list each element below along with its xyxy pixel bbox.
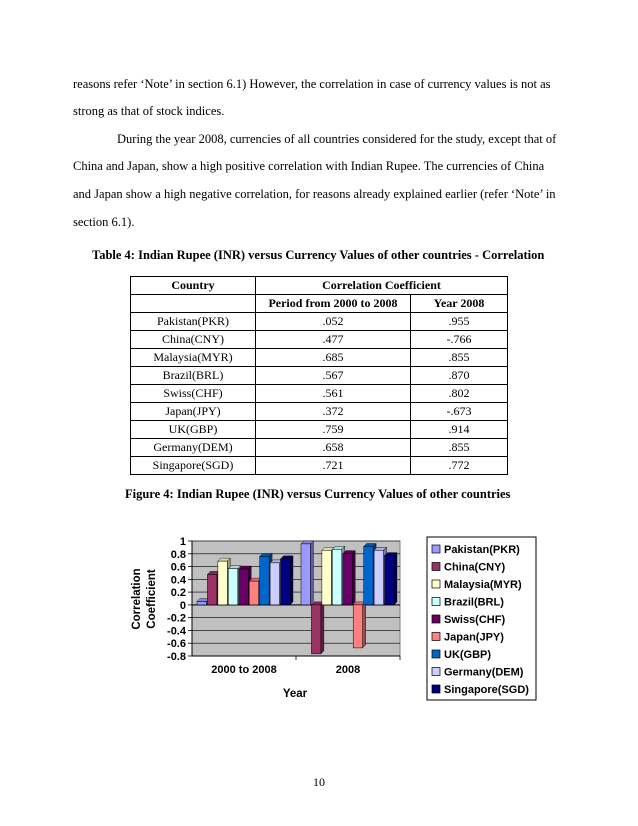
header-country: Country — [131, 277, 256, 295]
y-tick-label: -0.6 — [167, 638, 186, 651]
legend-label: Brazil(BRL) — [444, 596, 504, 609]
bar — [353, 605, 362, 648]
cell-country: UK(GBP) — [131, 421, 256, 439]
cell-period: .658 — [256, 439, 411, 457]
legend-swatch — [432, 633, 440, 641]
bar — [249, 581, 258, 605]
cell-country: Singapore(SGD) — [131, 457, 256, 475]
cell-country: China(CNY) — [131, 331, 256, 349]
legend-label: UK(GBP) — [444, 649, 492, 661]
bar-side — [310, 541, 313, 605]
cell-period: .685 — [256, 349, 411, 367]
cell-period: .567 — [256, 367, 411, 385]
cell-year: .855 — [411, 349, 508, 367]
bar-side — [352, 551, 355, 605]
y-tick-label: -0.4 — [167, 625, 186, 638]
table-caption: Table 4: Indian Rupee (INR) versus Currency Values of other countries - Correlation — [92, 248, 545, 262]
legend-label: China(CNY) — [444, 561, 506, 574]
bar — [332, 549, 341, 605]
legend-label: Singapore(SGD) — [444, 684, 529, 696]
legend-label: Japan(JPY) — [444, 631, 504, 644]
bar-side — [321, 602, 324, 654]
bar — [260, 556, 269, 604]
cell-year: .802 — [411, 385, 508, 403]
legend-swatch — [432, 668, 440, 676]
cell-year: .772 — [411, 457, 508, 475]
legend-swatch — [432, 580, 440, 588]
bar — [364, 546, 373, 604]
bar — [311, 605, 320, 654]
bar — [385, 556, 394, 605]
cell-period: .759 — [256, 421, 411, 439]
header-correlation-coefficient: Correlation Coefficient — [256, 277, 508, 295]
page-number: 10 — [313, 775, 325, 789]
figure-caption: Figure 4: Indian Rupee (INR) versus Currency Values of other countries — [125, 487, 511, 501]
bar — [343, 554, 352, 605]
bar — [207, 574, 216, 604]
cell-country: Swiss(CHF) — [131, 385, 256, 403]
cell-year: .914 — [411, 421, 508, 439]
paragraph-line: strong as that of stock indices. — [73, 104, 225, 118]
y-tick-label: 0.4 — [170, 574, 186, 587]
legend-label: Germany(DEM) — [444, 666, 524, 679]
paragraph-line: section 6.1). — [73, 215, 135, 229]
cell-year: .855 — [411, 439, 508, 457]
bar — [270, 563, 279, 605]
cell-period: .477 — [256, 331, 411, 349]
bar-side — [394, 553, 397, 605]
bar — [301, 544, 310, 605]
bar — [228, 569, 237, 605]
y-tick-label: -0.2 — [167, 612, 186, 625]
y-axis-title: Coefficient — [146, 569, 158, 629]
cell-period: .372 — [256, 403, 411, 421]
x-axis-title: Year — [282, 688, 308, 700]
y-tick-label: 0.6 — [170, 561, 186, 574]
bar — [218, 561, 227, 605]
bar — [374, 550, 383, 605]
legend-swatch — [432, 685, 440, 693]
bar-side — [290, 556, 293, 605]
y-tick-label: 1 — [179, 536, 186, 548]
y-tick-label: 0.8 — [170, 548, 186, 561]
legend-swatch — [432, 598, 440, 606]
y-tick-label: -0.8 — [167, 651, 186, 663]
paragraph-line: reasons refer ‘Note’ in section 6.1) However, the correlation in case of currency values is not as — [73, 77, 551, 91]
paragraph-line: China and Japan, show a high positive correlation with Indian Rupee. The currencies of China — [73, 159, 545, 173]
cell-period: .721 — [256, 457, 411, 475]
legend-label: Swiss(CHF) — [444, 614, 506, 626]
cell-country: Pakistan(PKR) — [131, 313, 256, 331]
cell-year: .955 — [411, 313, 508, 331]
cell-period: .561 — [256, 385, 411, 403]
cell-country: Germany(DEM) — [131, 439, 256, 457]
y-tick-label: 0 — [179, 599, 186, 612]
legend-swatch — [432, 563, 440, 571]
legend-swatch — [432, 615, 440, 623]
header-year: Year 2008 — [411, 295, 508, 313]
paragraph-line: During the year 2008, currencies of all countries considered for the study, except that of — [117, 132, 557, 146]
y-tick-label: 0.2 — [170, 587, 186, 600]
cell-country: Brazil(BRL) — [131, 367, 256, 385]
legend-swatch — [432, 650, 440, 658]
cell-period: .052 — [256, 313, 411, 331]
cell-year: .870 — [411, 367, 508, 385]
legend-label: Pakistan(PKR) — [444, 544, 520, 556]
paragraph-line: and Japan show a high negative correlation, for reasons already explained earlier (refer ‘Note’ in — [73, 187, 556, 201]
header-period: Period from 2000 to 2008 — [256, 295, 411, 313]
cell-year: -.673 — [411, 403, 508, 421]
bar-side — [363, 602, 366, 648]
cell-year: -.766 — [411, 331, 508, 349]
legend-swatch — [432, 545, 440, 553]
bar — [239, 569, 248, 605]
x-tick-label: 2000 to 2008 — [211, 664, 277, 676]
legend-label: Malaysia(MYR) — [444, 579, 522, 591]
y-axis-title: Correlation — [131, 568, 143, 630]
bar — [281, 559, 290, 605]
x-tick-label: 2008 — [335, 664, 361, 676]
cell-country: Japan(JPY) — [131, 403, 256, 421]
cell-country: Malaysia(MYR) — [131, 349, 256, 367]
bar — [197, 602, 206, 605]
bar — [322, 550, 331, 605]
